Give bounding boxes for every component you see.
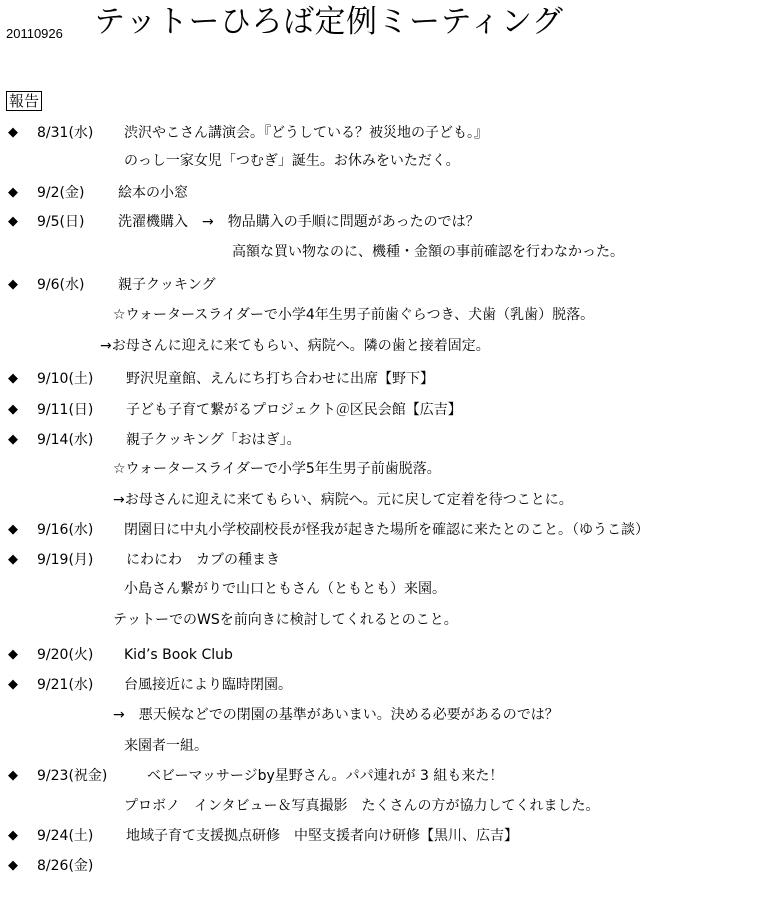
bullet-diamond-icon: ◆	[8, 432, 18, 447]
bullet-diamond-icon: ◆	[8, 522, 18, 537]
entry-date: 9/16(水)	[37, 522, 94, 538]
bullet-diamond-icon: ◆	[8, 552, 18, 567]
entry-date: 9/19(月)	[37, 552, 94, 568]
entry-text: にわにわ カブの種まき	[126, 552, 280, 568]
entry-text: 渋沢やこさん講演会。『どうしている？被災地の子ども。』	[124, 125, 488, 141]
entry-note: 来園者一組。	[124, 738, 208, 754]
entry-text: 台風接近により臨時閉園。	[124, 677, 292, 693]
bullet-diamond-icon: ◆	[8, 125, 18, 140]
entry-date: 9/24(土)	[37, 828, 94, 844]
entry-text: 子ども子育て繋がるプロジェクト＠区民会館【広吉】	[126, 402, 462, 418]
entry-note: → 悪天候などでの閉園の基準があいまい。決める必要があるのでは？	[113, 707, 559, 723]
entry-date: 9/11(日)	[37, 402, 94, 418]
entry-note: のっし一家女児「つむぎ」誕生。お休みをいただく。	[124, 153, 460, 169]
entry-text: 洗濯機購入 → 物品購入の手順に問題があったのでは？	[118, 214, 480, 230]
entry-note: プロボノ インタビュー＆写真撮影 たくさんの方が協力してくれました。	[124, 798, 600, 814]
entry-date: 9/6(水)	[37, 277, 85, 293]
entry-date: 9/14(水)	[37, 432, 94, 448]
bullet-diamond-icon: ◆	[8, 858, 18, 873]
bullet-diamond-icon: ◆	[8, 677, 18, 692]
entry-date: 9/10(土)	[37, 371, 94, 387]
entry-note: ☆ウォータースライダーで小学4年生男子前歯ぐらつき、犬歯（乳歯）脱落。	[113, 307, 595, 323]
entry-text: 絵本の小窓	[118, 185, 188, 201]
entry-date: 9/5(日)	[37, 214, 85, 230]
bullet-diamond-icon: ◆	[8, 277, 18, 292]
entry-date: 9/21(水)	[37, 677, 94, 693]
document-title: テットーひろば定例ミーティング	[94, 4, 564, 40]
entry-date: 9/23(祝金)	[37, 768, 108, 784]
entry-date: 8/26(金)	[37, 858, 94, 874]
entry-text: 親子クッキング	[118, 277, 216, 293]
bullet-diamond-icon: ◆	[8, 214, 18, 229]
entry-date: 8/31(水)	[37, 125, 94, 141]
entry-date: 9/2(金)	[37, 185, 85, 201]
entry-date: 9/20(火)	[37, 647, 94, 663]
entry-note: テットーでのWSを前向きに検討してくれるとのこと。	[113, 612, 458, 628]
entry-note: 小島さん繋がりで山口ともさん（ともとも）来園。	[124, 581, 446, 597]
entry-note: →お母さんに迎えに来てもらい、病院へ。隣の歯と接着固定。	[100, 338, 490, 354]
bullet-diamond-icon: ◆	[8, 768, 18, 783]
bullet-diamond-icon: ◆	[8, 647, 18, 662]
entry-note: 高額な買い物なのに、機種・金額の事前確認を行わなかった。	[232, 244, 624, 260]
bullet-diamond-icon: ◆	[8, 371, 18, 386]
section-label-report: 報告	[6, 91, 42, 111]
bullet-diamond-icon: ◆	[8, 402, 18, 417]
entry-text: ベビーマッサージby星野さん。パパ連れが 3 組も来た！	[147, 768, 504, 784]
entry-text: 地域子育て支援拠点研修 中堅支援者向け研修【黒川、広吉】	[126, 828, 518, 844]
entry-text: 野沢児童館、えんにち打ち合わせに出席【野下】	[126, 371, 434, 387]
entry-note: ☆ウォータースライダーで小学5年生男子前歯脱落。	[113, 461, 441, 477]
entry-text: 親子クッキング「おはぎ」。	[126, 432, 301, 448]
bullet-diamond-icon: ◆	[8, 185, 18, 200]
entry-text: Kid’s Book Club	[124, 647, 233, 663]
document-date: 20110926	[6, 26, 63, 41]
entry-text: 閉園日に中丸小学校副校長が怪我が起きた場所を確認に来たとのこと。（ゆうこ談）	[124, 522, 649, 538]
entry-note: →お母さんに迎えに来てもらい、病院へ。元に戻して定着を待つことに。	[113, 492, 573, 508]
bullet-diamond-icon: ◆	[8, 828, 18, 843]
